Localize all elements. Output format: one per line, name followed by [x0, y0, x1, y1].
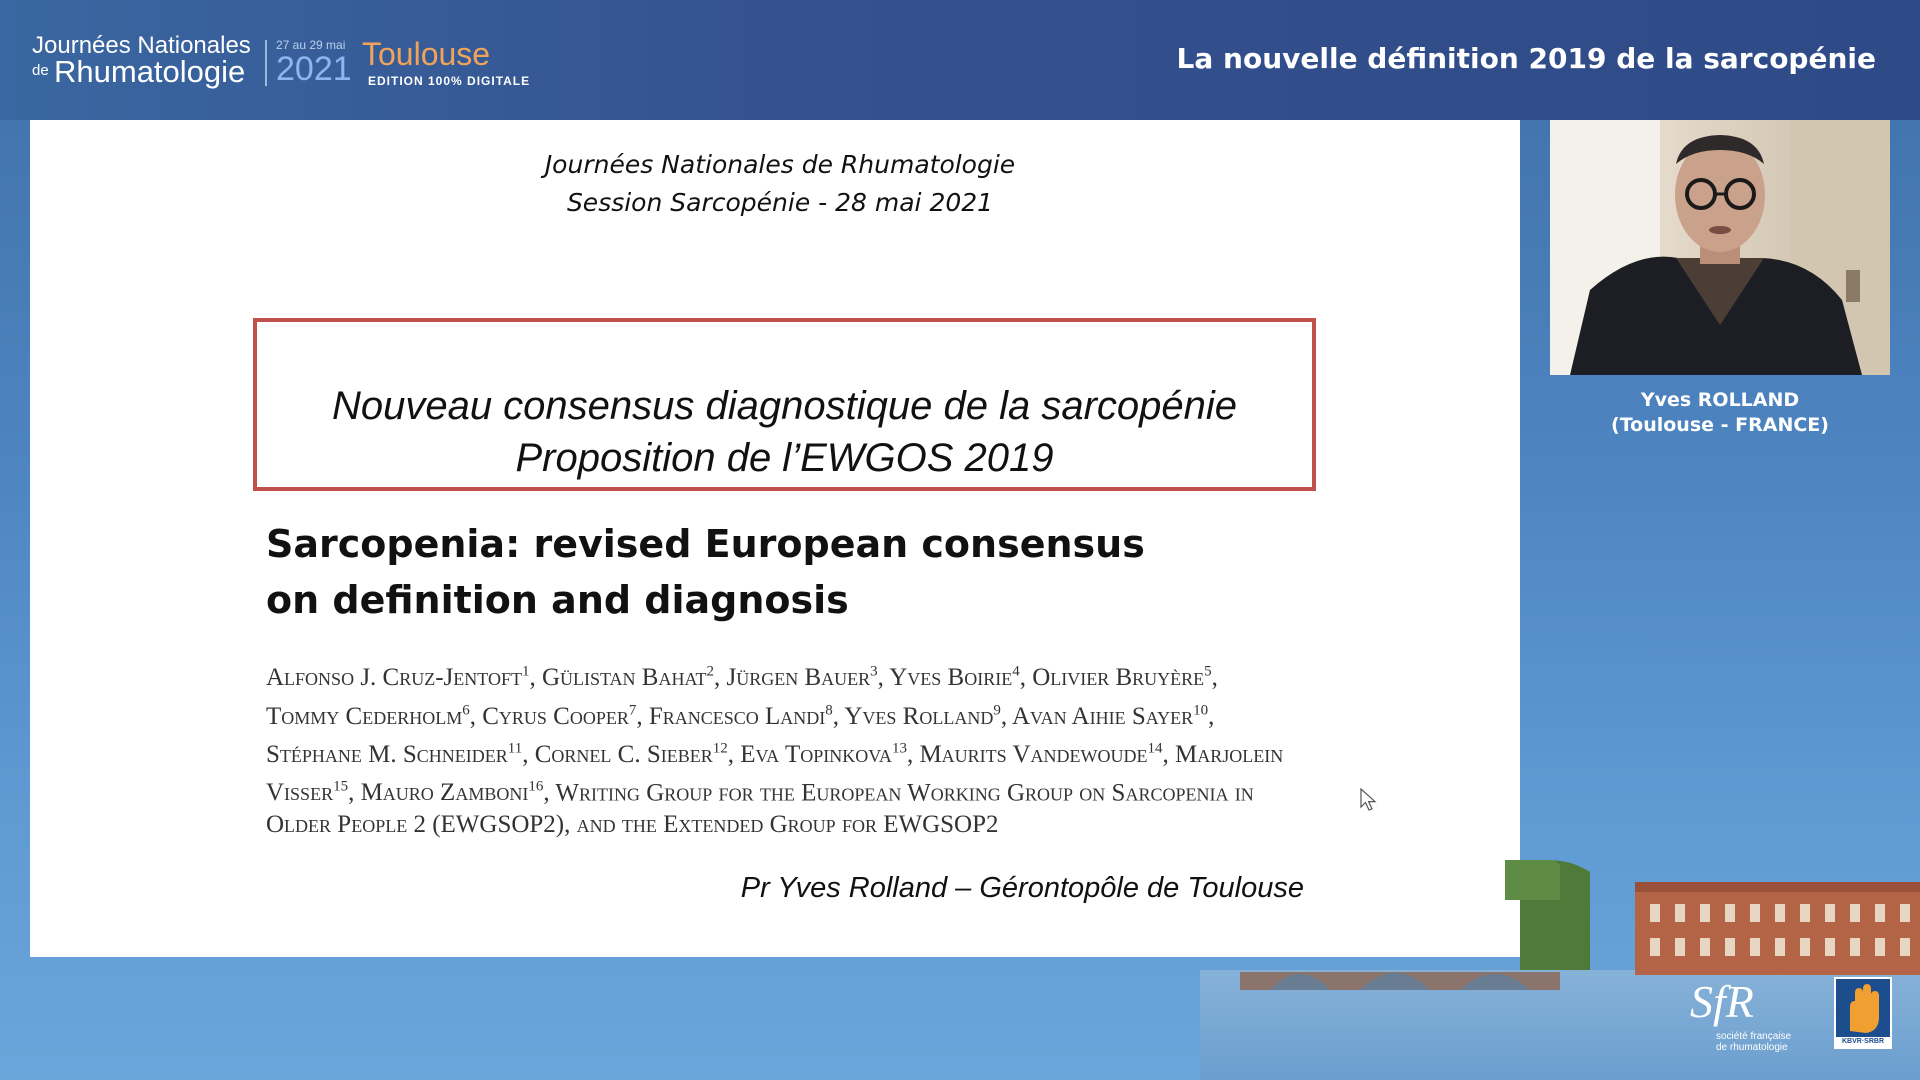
- author-item: [726, 664, 889, 691]
- logo-year: 2021: [276, 50, 352, 88]
- author-separator: ,: [1019, 664, 1033, 692]
- author-separator: ,: [832, 702, 845, 730]
- logo-line1: Journées Nationales: [32, 32, 251, 59]
- speaker-video-frame: [1550, 120, 1890, 375]
- author-name: Alfonso J. Cruz-Jentoft: [266, 664, 522, 692]
- speaker-webcam: [1550, 120, 1890, 375]
- author-separator: ,: [1162, 740, 1175, 768]
- author-item: [482, 703, 649, 730]
- author-item: [542, 664, 727, 691]
- author-item: [919, 741, 1175, 768]
- author-item: [1012, 703, 1214, 730]
- author-separator: ,: [1208, 702, 1215, 730]
- slide-presenter: Pr Yves Rolland – Gérontopôle de Toulouse: [740, 872, 1304, 904]
- author-separator: ,: [543, 779, 556, 807]
- author-item: [266, 664, 542, 691]
- slide-session-info: [30, 146, 1530, 222]
- author-item: [740, 741, 919, 768]
- logo-separator: [265, 40, 267, 86]
- author-affiliation: 9: [993, 702, 1001, 719]
- author-item: [266, 703, 482, 730]
- author-affiliation: 8: [825, 702, 833, 719]
- author-name: Francesco Landi: [648, 702, 826, 730]
- mouse-cursor-icon: [1360, 788, 1378, 812]
- sfr-logo: [1690, 975, 1820, 1055]
- author-affiliation: 1: [521, 664, 530, 680]
- kbvr-hand-icon: [1836, 979, 1890, 1037]
- author-affiliation: 16: [528, 778, 544, 795]
- author-separator: ,: [713, 664, 727, 692]
- author-item: [361, 779, 556, 806]
- speaker-name: Yves ROLLAND: [1640, 389, 1800, 411]
- presentation-title: La nouvelle définition 2019 de la sarcopénie: [1176, 42, 1876, 75]
- author-name: Cornel C. Sieber: [534, 740, 713, 768]
- author-name: Cyrus Cooper: [482, 702, 629, 730]
- author-affiliation: 15: [333, 778, 349, 795]
- author-name: Maurits Vandewoude: [919, 740, 1148, 768]
- author-item: [266, 741, 535, 768]
- author-name: Gülistan Bahat: [541, 664, 707, 692]
- article-title: [266, 516, 1266, 628]
- author-separator: ,: [529, 664, 542, 692]
- author-affiliation: 11: [507, 740, 523, 757]
- article-authors: [266, 656, 1296, 841]
- author-item: [889, 664, 1032, 691]
- slide-title-box: [253, 318, 1316, 491]
- author-item: [649, 703, 845, 730]
- slide-box-line2: Proposition de l’EWGOS 2019: [515, 436, 1054, 480]
- author-affiliation: 14: [1147, 740, 1163, 757]
- logo-edition: EDITION 100% DIGITALE: [368, 74, 531, 88]
- author-affiliation: 5: [1204, 664, 1212, 680]
- author-separator: ,: [877, 664, 890, 692]
- author-name: Stéphane M. Schneider: [266, 740, 508, 768]
- author-affiliation: 4: [1012, 664, 1020, 680]
- author-item: [1032, 664, 1218, 691]
- author-name: Yves Boirie: [889, 664, 1013, 692]
- speaker-caption: [1550, 388, 1890, 438]
- toulouse-scenery: [0, 860, 1920, 1080]
- author-separator: ,: [1211, 664, 1218, 692]
- author-name: Jürgen Bauer: [726, 664, 871, 692]
- author-separator: ,: [906, 740, 920, 768]
- logo-line2: Rhumatologie: [54, 54, 246, 89]
- author-name: Mauro Zamboni: [360, 779, 529, 807]
- author-affiliation: 12: [712, 740, 728, 757]
- header-bar: [0, 0, 1920, 120]
- author-separator: ,: [636, 702, 649, 730]
- slide-box-title: [257, 380, 1312, 484]
- author-name: Eva Topinkova: [740, 740, 892, 768]
- author-name: Marjolein Visser: [266, 740, 1284, 807]
- sfr-subtitle-line1: société française: [1716, 1031, 1792, 1042]
- author-affiliation: 10: [1193, 702, 1209, 719]
- author-item: [535, 741, 741, 768]
- article-title-line1: Sarcopenia: revised European consensus: [266, 522, 1145, 566]
- article-title-line2: on definition and diagnosis: [266, 578, 849, 622]
- author-separator: ,: [522, 740, 535, 768]
- author-separator: ,: [1000, 702, 1012, 730]
- author-name: Tommy Cederholm: [266, 702, 463, 730]
- sfr-subtitle-line2: de rhumatologie: [1716, 1042, 1788, 1053]
- slide-box-line1: Nouveau consensus diagnostique de la sarcopénie: [331, 384, 1238, 428]
- logo-city: Toulouse: [362, 36, 491, 72]
- presentation-slide: [30, 120, 1520, 957]
- authors-tail: Writing Group for the European Working Group on Sarcopenia in Older People 2 (EWGSOP2), and the Extended Group for EWGSOP2: [266, 779, 1254, 839]
- author-affiliation: 3: [870, 664, 878, 680]
- sfr-logo-subtitle: [1716, 1031, 1791, 1053]
- kbvr-logo: [1834, 977, 1892, 1049]
- logo-dates: 27 au 29 mai: [276, 38, 346, 52]
- author-separator: ,: [469, 702, 483, 730]
- slide-session-line1: Journées Nationales de Rhumatologie: [544, 150, 1016, 179]
- speaker-location: (Toulouse - FRANCE): [1611, 414, 1829, 436]
- author-affiliation: 7: [628, 702, 637, 719]
- slide-session-line2: Session Sarcopénie - 28 mai 2021: [566, 188, 994, 217]
- sfr-logo-mark: SfR: [1690, 976, 1754, 1027]
- author-separator: ,: [727, 740, 741, 768]
- logo-de: de: [32, 62, 49, 79]
- author-name: Yves Rolland: [844, 702, 994, 730]
- author-affiliation: 13: [891, 740, 907, 757]
- author-affiliation: 2: [706, 664, 714, 680]
- author-name: Olivier Bruyère: [1032, 664, 1205, 692]
- author-separator: ,: [348, 779, 361, 807]
- author-name: Avan Aihie Sayer: [1011, 702, 1194, 730]
- kbvr-text: KBVR·SRBR: [1842, 1038, 1884, 1045]
- author-item: [844, 703, 1012, 730]
- author-affiliation: 6: [462, 702, 470, 719]
